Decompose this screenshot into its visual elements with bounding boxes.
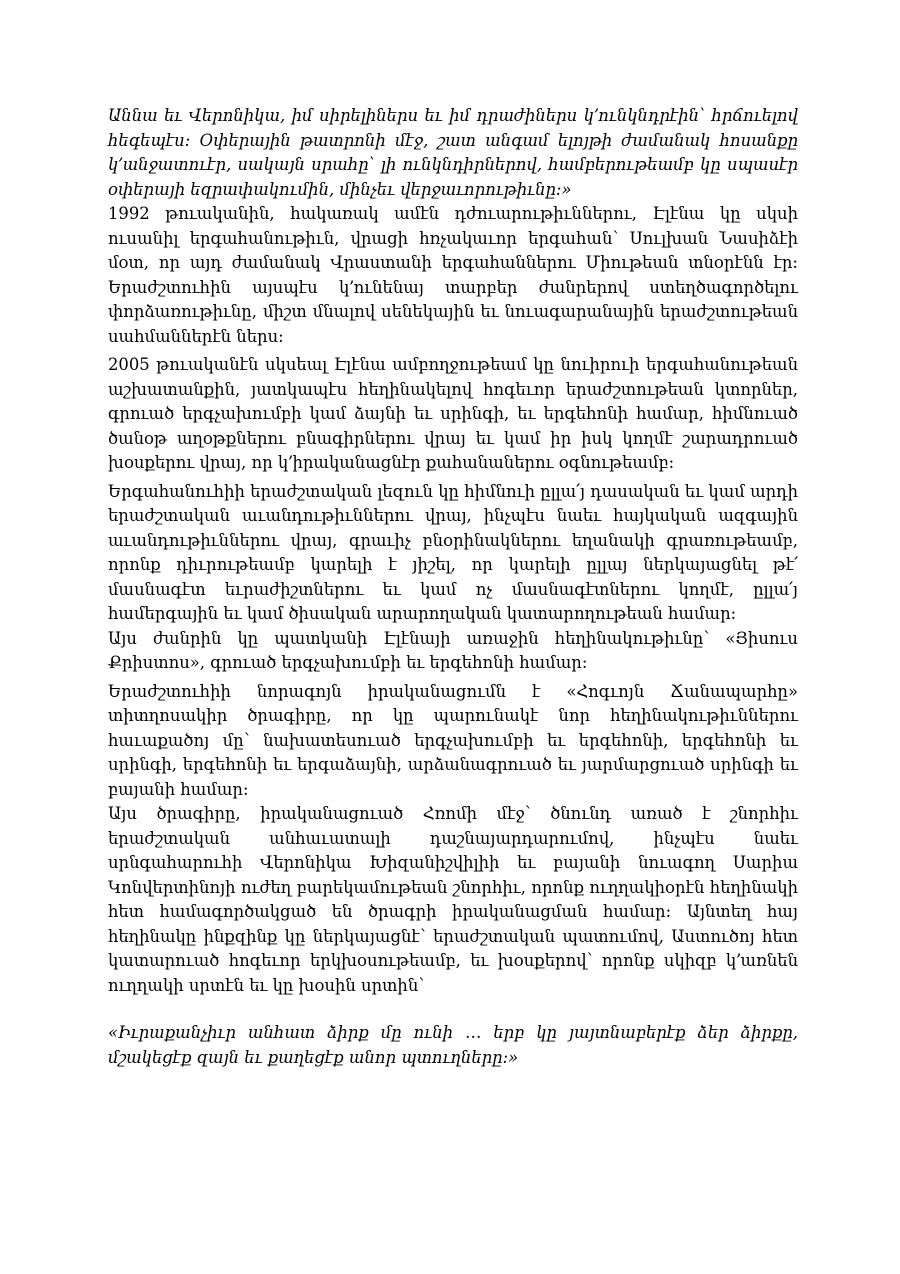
closing-quote: «Իւրաքանչիւր անհատ ձիրք մը ունի … երբ կը յայտնաբերէք ձեր ձիրքը, մշակեցէք զայն եւ քաղեցէք անոր պտուղները։» (108, 1023, 798, 1067)
quote-paragraph: Աննա եւ Վերոնիկա, իմ սիրելիներս եւ իմ դրաժիներս կ՚ունկնդրէին՝ հրճուելով հեգեպէս։ Օփերային թատրոնի մէջ, շատ անգամ ելոյթի ժամանակ հոսանքը կ՚անջատուէր, սակայն սրահը՝ լի ունկնդիրներով, համբերութեամբ կը սպասէր օփերայի եզրափակումին, մինչեւ վերջաւորութիւնը։» (108, 106, 798, 199)
body-paragraph: Երաժշտուհիի նորագոյն իրականացումն է «Հոգւոյն Ճանապարհը» տիտղոսակիր ծրագիրը, որ կը պարունակէ նոր հեղինակութիւններու հաւաքածոյ մը՝ նախատեսուած երգչախումբի եւ երգեհոնի, երգեհոնի եւ սրինգի, երգեհոնի եւ երգաձայնի, արձանագրուած եւ յարմարցուած սրինգի եւ բայանի համար։ (108, 681, 798, 799)
document-page (108, 104, 798, 1070)
body-paragraph: 2005 թուականէն սկսեալ Էլէնա ամբողջութեամ կը նուիրուի երգահանութեան աշխատանքին, յատկապէս հեղինակելով հոգեւոր երաժշտութեան կտորներ, գրուած երգչախումբի կամ ձայնի եւ սրինգի, եւ երգեհոնի համար, հիմնուած ծանօթ աղօթքներու բնագիրներու վրայ եւ կամ իր իսկ կողմէ շարադրուած խօսքերու վրայ, որ կ՚իրականացնէր քահանաներու օգնութեամբ։ (108, 355, 798, 472)
body-paragraph: Երգահանուհիի երաժշտական լեզուն կը հիմնուի ըլլա՛յ դասական եւ կամ արդի երաժշտական աւանդութիւններու վրայ, ինչպէս նաեւ հայկական ազգային աւանդութիւններու վրայ, գրաւիչ բնօրինակներու եղանակի գրառութեամբ, որոնք դիւրութեամբ կարելի է յիշել, որ կարելի ըլլայ ներկայացնել թէ՛ մասնագէտ եւրաժիշտներու եւ կամ ոչ մասնագէտներու կողմէ, ըլլա՛յ համերգային եւ կամ ծիսական արարողական կատարողութեան համար։ (108, 481, 798, 623)
body-paragraph: Այս ժանրին կը պատկանի Էլէնայի առաջին հեղինակութիւնը՝ «Յիսուս Քրիստոս», գրուած երգչախումբի եւ երգեհոնի համար։ (108, 628, 798, 672)
body-paragraph: Այս ծրագիրը, իրականացուած Հռոմի մէջ՝ ծնունդ առած է շնորհիւ երաժշտական անհաւատալի դաշնայարդարումով, ինչպէս նաեւ սրնգահարուհի Վերոնիկա Խիզանիշվիլիի եւ բայանի նուագող Սարիա Կոնվերտինոյի ուժեղ բարեկամութեան շնորհիւ, որոնք ուղղակիօրէն հեղինակի հետ համագործակցած են ծրագրի իրականացման համար։ Այնտեղ հայ հեղինակը ինքզինք կը ներկայացնէ՝ երաժշտական պատումով, Աստուծոյ հետ կատարուած հոգեւոր երկխօսութեամբ, եւ խօսքերով՝ որոնք սկիզբ կ՚առնեն ուղղակի սրտէն եւ կը խօսին սրտին՝ (108, 804, 798, 995)
body-paragraph: 1992 թուականին, հակառակ ամէն դժուարութիւններու, Էլէնա կը սկսի ուսանիլ երգահանութիւն, վրացի հռչակաւոր երգահան՝ Սուլխան Նասիձէի մօտ, որ այդ ժամանակ Վրաստանի երգահաններու Միութեան տնօրէնն էր։ Երաժշտուհին այսպէս կ՚ունենայ տարբեր ժանրերով ստեղծագործելու փորձառութիւնը, միշտ մնալով սենեկային եւ նուագարանային երաժշտութեան սահմաններէն ներս։ (108, 204, 798, 346)
